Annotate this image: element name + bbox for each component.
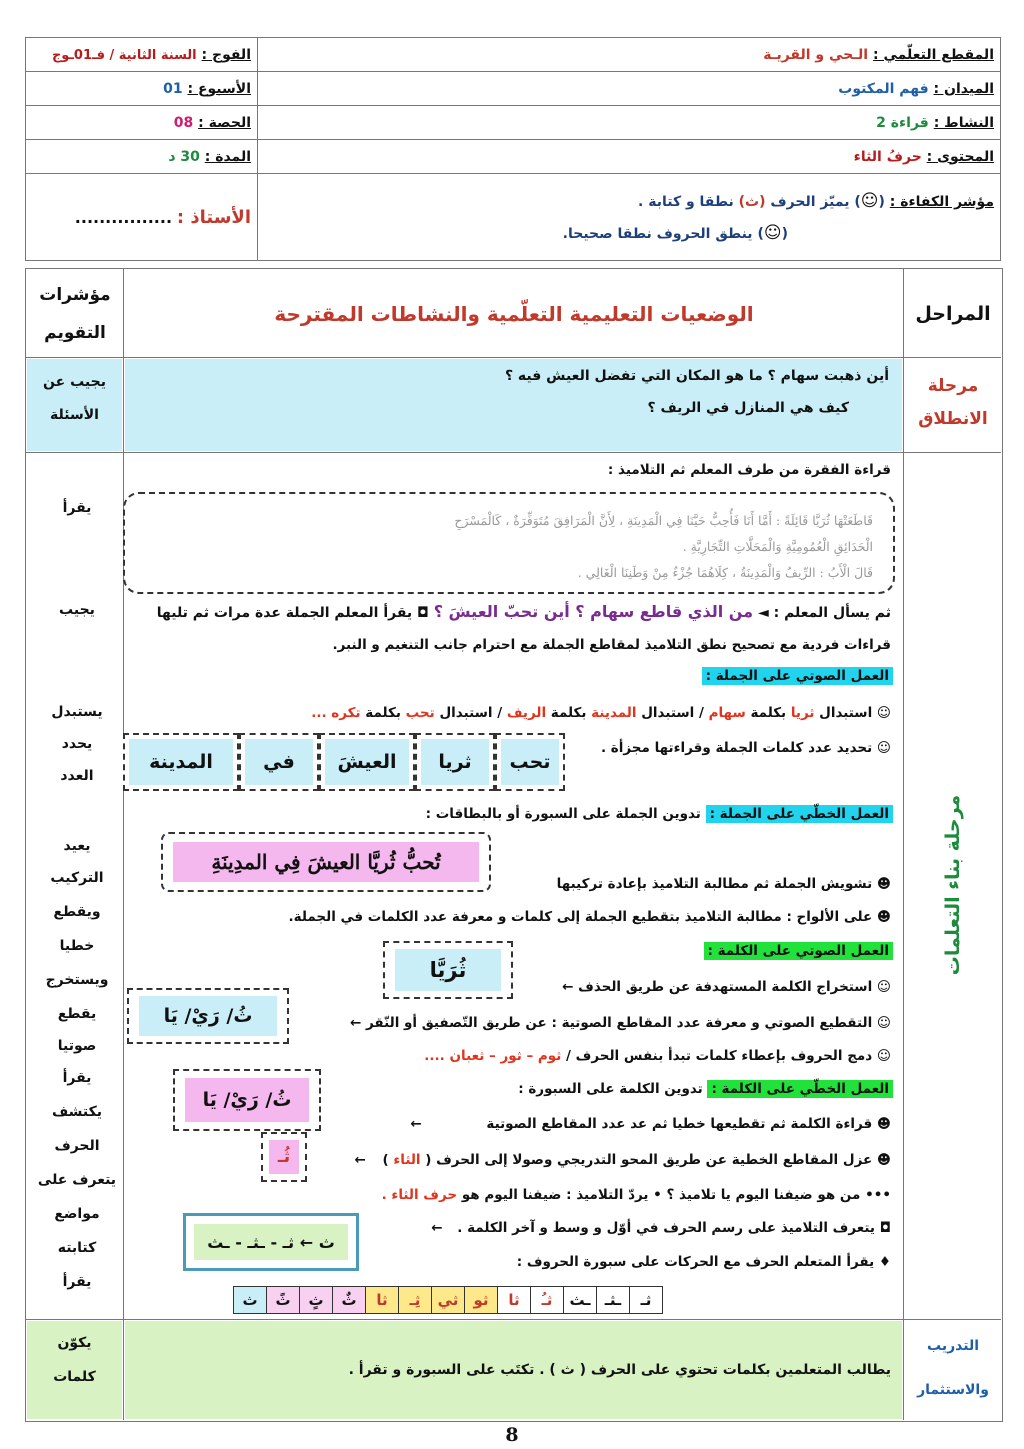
word-card: المدينة [123,733,239,791]
word-card: في [239,733,319,791]
strip-cell: ثو [465,1287,498,1314]
target-word: ثُرَيَّا [395,949,501,991]
competency-line-2: (☺) ينطق الحروف نطقا صحيحا. [562,223,788,243]
strip-cell: ثا [366,1287,399,1314]
target-word-box [383,941,513,999]
strip-cell: ثٌ [333,1287,366,1314]
header-table [25,37,1001,261]
smiley-icon: ☺ [860,191,879,211]
practice-eval: يكوّن كلمات [53,1335,96,1385]
build-stage: مرحلة بناء التعلمات [942,794,964,976]
count-words-line: ☺ تحديد عدد كلمات الجملة وقراءتها مجزأة . [600,740,891,756]
guest-line: ••• من هو ضيفنا اليوم يا تلاميذ ؟ • يردّ التلاميذ : ضيفنا اليوم هو حرف الثاء . [381,1187,891,1203]
word-card: العيشَ [319,733,415,791]
session-cell: الحصة : 08 [26,106,258,140]
teacher-cell: الأستاذ : ................ [26,174,258,261]
merge-line: ☺ دمج الحروف بإعطاء كلمات تبدأ بنفس الحرف / ثوم – ثور – ثعبان .... [424,1048,891,1064]
word-syllables-box [173,1069,321,1131]
arrow-icon: ← [562,979,574,995]
scramble-line: ☻ تشويش الجملة ثم مطالبة التلاميذ بإعادة تركيبها [556,876,891,892]
strip-cell: ثٍ [300,1287,333,1314]
substitution-line: ☺ استبدال ثريا بكلمة سهام / استبدال المدينة بكلمة الريف / استبدال تحب بكلمة تكره ... [311,705,891,721]
diacritics-line: ♦ يقرأ المتعلم الحرف مع الحركات على سبورة الحروف : [516,1254,891,1270]
launch-stage: مرحلة الانطلاق [918,376,988,429]
square-icon: ◘ [879,1220,891,1236]
arrow-icon: ← [349,1015,362,1031]
strip-cell: ثي [432,1287,465,1314]
sentence-card: تُحبُّ ثُريَّا العيشَ فِي المدِينَةِ [173,842,479,882]
segment-cell: المقطع التعلّمي : الـحي و القريـة [258,38,1001,72]
teacher-question: ثم يسأل المعلم : ◄ من الذي قاطع سهام ؟ أين تحبّ العيشَ ؟ ◘ يقرأ المعلم الجملة عدة مرات ثم تليها [156,602,891,621]
word-card: تحب [495,733,565,791]
phonetic-sentence-title: العمل الصوتي على الجملة : [702,668,893,684]
divider [123,268,124,1420]
syllables-box [127,988,289,1044]
smiley-icon: ☺ [876,1048,891,1064]
arrow-icon: ← [410,1116,422,1132]
divider [25,357,1001,358]
passage-box [123,492,895,594]
page-number: 8 [505,1424,519,1446]
smiley-icon: ☺ [763,223,782,243]
situations-header: الوضعيات التعليمية التعلّمية والنشاطات المقترحة [274,301,754,326]
practice-stage: التدريب والاستثمار [917,1338,989,1398]
build-intro: قراءة الفقرة من طرف المعلم ثم التلاميذ : [607,462,891,478]
strip-cell: ـثـ [597,1287,630,1314]
graphic-word-title: العمل الخطّي على الكلمة : تدوين الكلمة على السبورة : [518,1081,893,1097]
strip-cell: ث [234,1287,267,1314]
passage-text: قَاطَعَتْهَا ثُرَيَّا قَائِلَةً : أَمَّا أَنَا فَأُحِبُّ حَيَّنَا فِي الْمَدِينَةِ ، لِأَنَّ الْمَرَافِقَ مُتَوَفِّرَةٌ ، كَالْمَسْرَحِ الْحَدَائِقِ الْعُمُومِيَّةِ وَالْمَحَلَّاتِ التِّجَارِيَّةِ . قَالَ الْأَبُ : الرِّيفُ وَالْمَدِينَةُ ، كِلَاهُمَا جُزْءٌ مِنْ وَطَنِنَا الْغَالِي . [454,513,873,580]
week-cell: الأسبوع : 01 [26,72,258,106]
build-eval: يقرأ يجيب يستبدل يحدد العدد يعيد التركيب ويقطع خطيا ويستخرج يقطع صوتيا يقرأ يكتشف الحرف يتعرف على مواضع كتابته يقرأ [37,500,117,1290]
field-cell: الميدان : فهم المكتوب [258,72,1001,106]
content-cell: المحتوى : حرفُ الثاء [258,140,1001,174]
strip-cell: ثـُ [531,1287,564,1314]
smiley-icon: ☺ [876,1015,891,1031]
arrow-icon: ← [354,1152,366,1168]
divider [25,1319,1001,1320]
indicators-header: مؤشرات التقويم [39,285,111,343]
smiley-icon: ☺ [876,705,891,721]
bullet-icon: ☻ [876,909,891,925]
competency-line-1: مؤشر الكفاءة : (☺) يميّز الحرف (ث) نطقا و كتابة . [638,191,994,211]
isolate-line: ☻ عزل المقاطع الخطية عن طريق المحو التدريجي وصولا إلى الحرف ( الثاء ) ← [354,1152,891,1168]
slates-line: ☻ على الألواح : مطالبة التلاميذ بتقطيع الجملة إلى كلمات و معرفة عدد الكلمات في الجملة. [288,909,891,925]
bullet-icon: ☻ [876,876,891,892]
graphic-sentence-title: العمل الخطّي على الجملة : تدوين الجملة على السبورة أو بالبطاقات : [426,806,893,822]
bullet-icon: ☻ [876,1152,891,1168]
strip-cell: ثِـ [399,1287,432,1314]
divider [903,268,904,1420]
segment-line: ☺ التقطيع الصوتي و معرفة عدد المقاطع الصوتية : عن طريق التّصفيق أو النّقر ← [349,1015,891,1031]
strip-cell: ـث [564,1287,597,1314]
competency-cell [258,174,1001,261]
bullet-icon: ☻ [876,1116,891,1132]
letters-strip [233,1286,663,1314]
word-card: ثريا [415,733,495,791]
sentence-card-box [161,832,491,892]
build-content [125,452,903,1319]
letter-forms-box [183,1213,359,1271]
strip-cell: ثا [498,1287,531,1314]
forms-line: ◘ يتعرف التلاميذ على رسم الحرف في أوّل و وسط و آخر الكلمة . ← [431,1220,891,1236]
isolated-letter-box [261,1132,307,1182]
duration-cell: المدة : 30 د [26,140,258,174]
launch-question-1: أين ذهبت سهام ؟ ما هو المكان التي تفضل العيش فيه ؟ [504,368,889,384]
launch-question-2: كيف هي المنازل في الريف ؟ [647,400,849,416]
strip-cell: ثـ [630,1287,663,1314]
stages-header: المراحل [915,302,991,325]
extract-line: ☺ استخراج الكلمة المستهدفة عن طريق الحذف ← [562,979,891,995]
practice-text: يطالب المتعلمين بكلمات تحتوي على الحرف ( ث ) . تكتَب على السبورة و تقرأ . [348,1362,891,1378]
words-row [125,733,565,793]
activity-cell: النشاط : قراءة 2 [258,106,1001,140]
strip-cell: ثً [267,1287,300,1314]
syllables-card: ثُ/ رَيْ/ يَا [139,996,277,1036]
phonetic-word-title: العمل الصوتي على الكلمة : [704,943,894,959]
smiley-icon: ☺ [876,740,891,756]
arrow-icon: ← [431,1220,443,1236]
smiley-icon: ☺ [876,979,891,995]
read-word-line: ☻ قراءة الكلمة ثم تقطيعها خطيا ثم عد عدد المقاطع الصوتية ← [410,1116,891,1132]
letter-forms: ث ← ثـ - ـثـ - ـث [194,1224,348,1260]
word-syllables-card: ثُ/ رَيْ/ يَا [185,1078,309,1122]
individual-readings: قراءات فردية مع تصحيح نطق التلاميذ لمقاطع الجملة مع احترام جانب التنغيم و النبر. [332,637,891,653]
launch-eval: يجيب عن الأسئلة [43,374,106,423]
isolated-letter: ثُـ [269,1140,299,1174]
group-cell: الفوج : السنة الثانية / فـ01ـوج [26,38,258,72]
